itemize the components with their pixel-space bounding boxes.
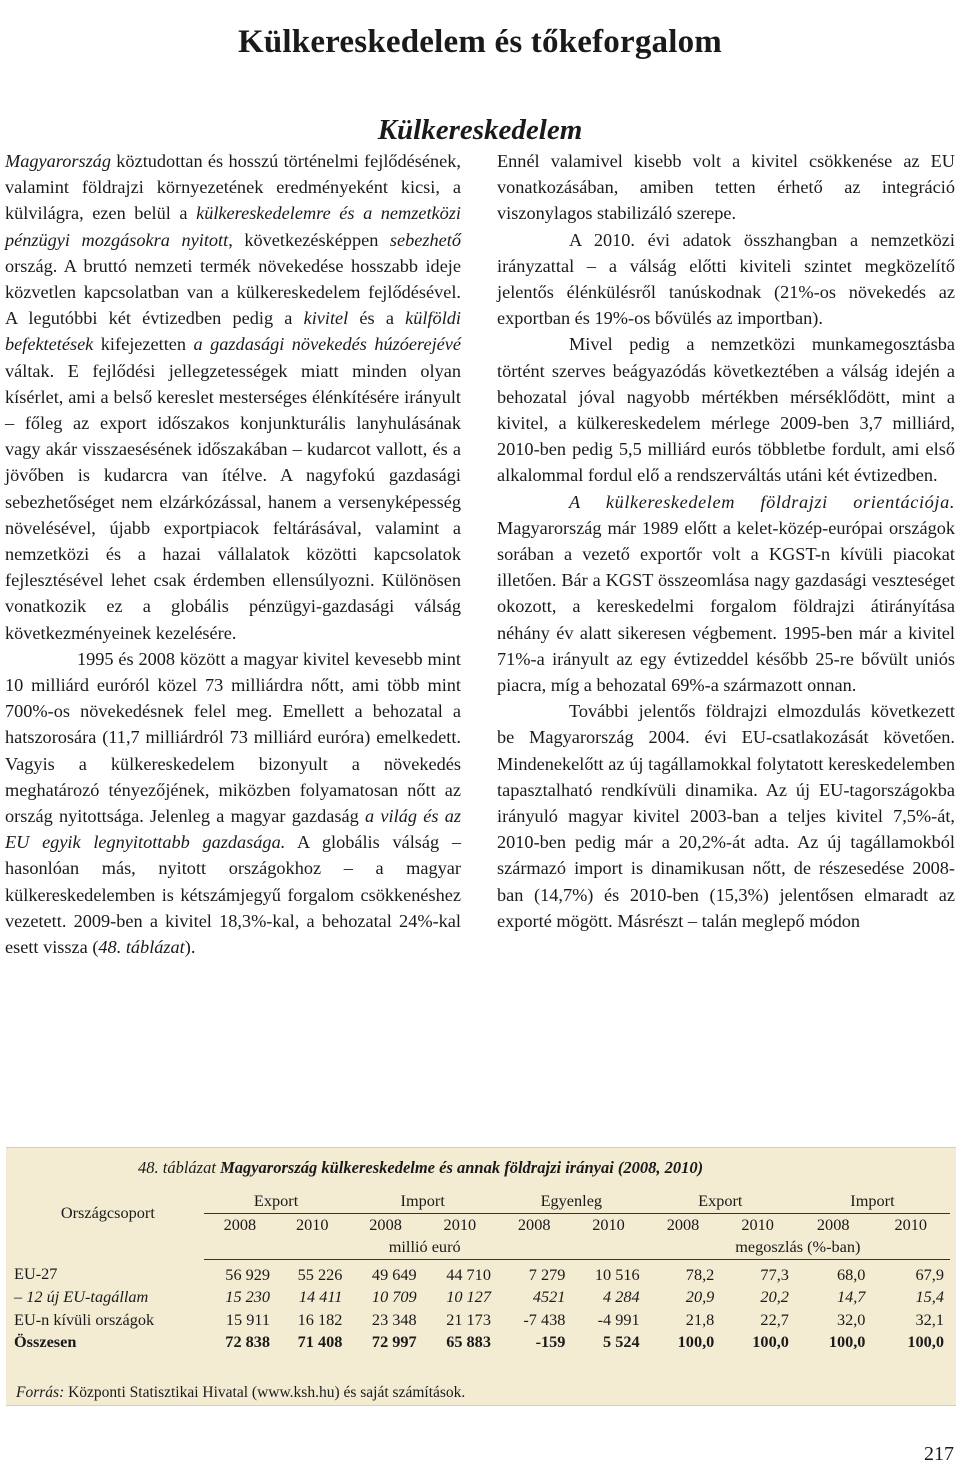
table-cell: 56 929 — [225, 1264, 271, 1284]
year-header: 2010 — [741, 1214, 774, 1234]
table-cell: 15 230 — [225, 1287, 271, 1306]
table-cell: 22,7 — [760, 1309, 789, 1329]
table-cell: 72 997 — [371, 1332, 417, 1351]
table-cell: 4 284 — [603, 1287, 640, 1306]
row-header: Országcsoport — [60, 1202, 155, 1222]
table-row — [12, 1309, 950, 1332]
table-cell: 23 348 — [371, 1309, 417, 1329]
row-label: EU-n kívüli országok — [14, 1309, 155, 1329]
paragraph-growth: 1995 és 2008 között a magyar kivitel kevesebb mint 10 milliárd euróról közel 73 milliárdra nőtt, ami több mint 700%-os növekedésnek felel meg. Emellett a behozatal a hatszorosára (11,7 milliárdról 73 milliárd euróra) emelkedett. Vagyis a külkereskedelem bizonyult a növekedés meghatározó tényezőjének, miközben folyamatosan nőtt az ország nyitottsága. Jelenleg a magyar gazdaság a világ és az EU egyik legnyitottabb gazdasága. A globális válság – hasonlóan más, nyitott országokhoz – a magyar külkereskedelemben is kétszámjegyű forgalom csökkenéshez vezetett. 2009-ben a kivitel 18,3%-kal, a behozatal 24%-kal esett vissza (48. táblázat). — [5, 648, 462, 958]
year-header: 2010 — [443, 1214, 477, 1234]
table-row-total — [12, 1331, 950, 1354]
table-cell: 10 127 — [446, 1287, 491, 1306]
table-cell: 72 838 — [225, 1332, 271, 1351]
section-title: Külkereskedelem — [377, 114, 583, 147]
table-cell: 71 408 — [297, 1332, 343, 1351]
group-header: Import — [795, 1190, 950, 1213]
paragraph-intro: Magyarország köztudottan és hosszú történelmi fejlődésének, valamint földrajzi környezetének eredményeként kicsi, a külvilágra, ezen belül a külkereskedelemre és a nemzetközi pénzügyi mozgásokra nyitott, következésképpen sebezhető ország. A bruttó nemzeti termék növekedése hosszabb ideje közvetlen kapcsolatban van a külkereskedelem fejlődésével. A legutóbbi két évtizedben pedig a kivitel és a külföldi befektetések kifejezetten a gazdasági növekedés húzóerejévé váltak. E fejlődési jellegzetességek miatt minden olyan kísérlet, ami a belső kereslet mesterséges élénkítésére irányult – főleg az export időszakos konjunkturális lanyhulásának vagy akár visszaesésének időszakában – kudarcot vallott, és a jövőben is kudarcra van ítélve. A nagyfokú gazdasági sebezhetőséget nem elzárkózással, hanem a versenyképesség növelésével, újabb exportpiacok feltárásával, valamint a nemzetközi és a hazai vállalatok közötti kapcsolatok fejlesztésével lehet csak érdemben ellensúlyozni. Különösen vonatkozik ez a globális pénzügyi-gazdasági válság következményeinek kezelésére. — [5, 151, 461, 643]
page-title: Külkereskedelem és tőkeforgalom — [237, 24, 722, 61]
table-cell: 20,2 — [760, 1287, 789, 1306]
group-header: Egyenleg — [497, 1190, 646, 1213]
unit-header: megoszlás (%-ban) — [646, 1236, 950, 1259]
paragraph-geographic-orientation: A külkereskedelem földrajzi orientációja. Magyarország már 1989 előtt a kelet-közép-európai országok sorában a vezető exportőr volt a KGST-n kívüli piacokat illetően. Bár a KGST összeomlása nagy gazdasági veszteséget okozott, a kereskedelmi forgalom földrajzi átirányítása néhány év alatt sikeresen végbement. 1995-ben már a kivitel 71%-a irányult az egy évtizeddel később 25-re bővült uniós piacra, míg a behozatal 69%-a származott onnan. — [497, 491, 955, 696]
unit-header: millió euró — [204, 1236, 646, 1259]
table-cell: 67,9 — [915, 1264, 944, 1284]
year-header: 2010 — [295, 1214, 329, 1234]
row-label: Összesen — [14, 1332, 77, 1351]
table-cell: 14 411 — [298, 1287, 343, 1306]
year-header: 2008 — [666, 1214, 700, 1234]
table-cell: 100,0 — [907, 1332, 944, 1351]
paragraph-eu-decline: Ennél valamivel kisebb volt a kivitel csökkenése az EU vonatkozásában, amiben tetten érhető az integráció viszonylagos stabilizáló szerepe. — [497, 151, 955, 224]
table-cell: 21 173 — [446, 1309, 491, 1329]
table-cell: 16 182 — [297, 1309, 343, 1329]
table-cell: -7 438 — [523, 1309, 566, 1329]
paragraph-2010-data: A 2010. évi adatok összhangban a nemzetközi irányzattal – a válság előtti kiviteli szintet megközelítő jelentős élénkülésről tanúskodnak (21%-os növekedés az exportban és 19%-os bővülés az importban). — [497, 229, 955, 329]
trade-table — [12, 1190, 950, 1354]
left-column — [5, 148, 461, 960]
table-cell: 65 883 — [446, 1332, 491, 1351]
page-number: 217 — [924, 1443, 954, 1465]
table-48 — [6, 1147, 956, 1406]
table-cell: 7 279 — [528, 1264, 566, 1284]
table-cell: 55 226 — [297, 1264, 343, 1284]
table-source: Forrás: Központi Statisztikai Hivatal (www.ksh.hu) és saját számítások. — [16, 1384, 466, 1401]
table-cell: 10 709 — [371, 1287, 417, 1306]
right-column — [497, 148, 955, 934]
table-cell: 68,0 — [836, 1264, 866, 1284]
group-header: Import — [348, 1190, 497, 1213]
table-cell: 20,9 — [685, 1287, 715, 1306]
table-cell: 10 516 — [594, 1264, 640, 1284]
table-cell: 4521 — [532, 1287, 566, 1306]
year-header: 2010 — [592, 1214, 625, 1234]
table-row — [12, 1286, 950, 1309]
year-header: 2010 — [894, 1214, 927, 1234]
table-cell: 44 710 — [446, 1264, 491, 1284]
year-header: 2008 — [517, 1214, 551, 1234]
group-header: Export — [204, 1190, 349, 1213]
row-label: EU-27 — [14, 1264, 58, 1284]
year-header: 2008 — [223, 1214, 257, 1234]
table-cell: 15,4 — [915, 1287, 944, 1306]
table-cell: 100,0 — [677, 1332, 715, 1351]
table-cell: 100,0 — [828, 1332, 866, 1351]
table-cell: 77,3 — [760, 1264, 789, 1284]
table-cell: 100,0 — [752, 1332, 789, 1351]
paragraph-trade-balance: Mivel pedig a nemzetközi munkamegosztásba történt szerves beágyazódás következtében a válság idején a behozatal jóval nagyobb mértékben mérséklődött, mint a kivitel, a külkereskedelem mérlege 2009-ben 3,7 milliárd, 2010-ben pedig 5,5 milliárd eurós többletbe fordult, ami első alkalommal fordul elő a rendszerváltás utáni két évtizedben. — [497, 334, 955, 486]
table-row — [12, 1259, 950, 1286]
year-header: 2008 — [369, 1214, 402, 1234]
table-cell: 14,7 — [836, 1287, 866, 1306]
table-cell: 32,0 — [836, 1309, 866, 1329]
table-cell: 21,8 — [685, 1309, 715, 1329]
table-cell: 15 911 — [225, 1309, 271, 1329]
table-cell: -159 — [535, 1332, 566, 1351]
table-cell: 78,2 — [685, 1264, 715, 1284]
table-caption: 48. táblázat Magyarország külkereskedelme és annak földrajzi irányai (2008, 2010) — [138, 1158, 704, 1177]
table-cell: 5 524 — [603, 1332, 640, 1351]
table-cell: -4 991 — [597, 1309, 640, 1329]
group-header: Export — [646, 1190, 795, 1213]
paragraph-eu-accession: További jelentős földrajzi elmozdulás következett be Magyarország 2004. évi EU-csatlakozását követően. Mindenekelőtt az új tagállamokkal folytatott kereskedelemben tapasztalható rendkívüli dinamika. Az új EU-tagországokba irányuló magyar kivitel 2003-ban a teljes kivitel 7,5%-át, 2010-ben pedig már a 20,2%-át adta. Az új tagállamokból származó import is dinamikusan nőtt, de részesedése 2008-ban (14,7%) és 2010-ben (15,3%) jelentősen elmaradt az exporté mögött. Másrészt – talán meglepő módon — [497, 701, 955, 931]
table-cell: 49 649 — [371, 1264, 417, 1284]
row-label: – 12 új EU-tagállam — [14, 1287, 149, 1306]
year-header: 2008 — [816, 1214, 850, 1234]
table-cell: 32,1 — [915, 1309, 944, 1329]
